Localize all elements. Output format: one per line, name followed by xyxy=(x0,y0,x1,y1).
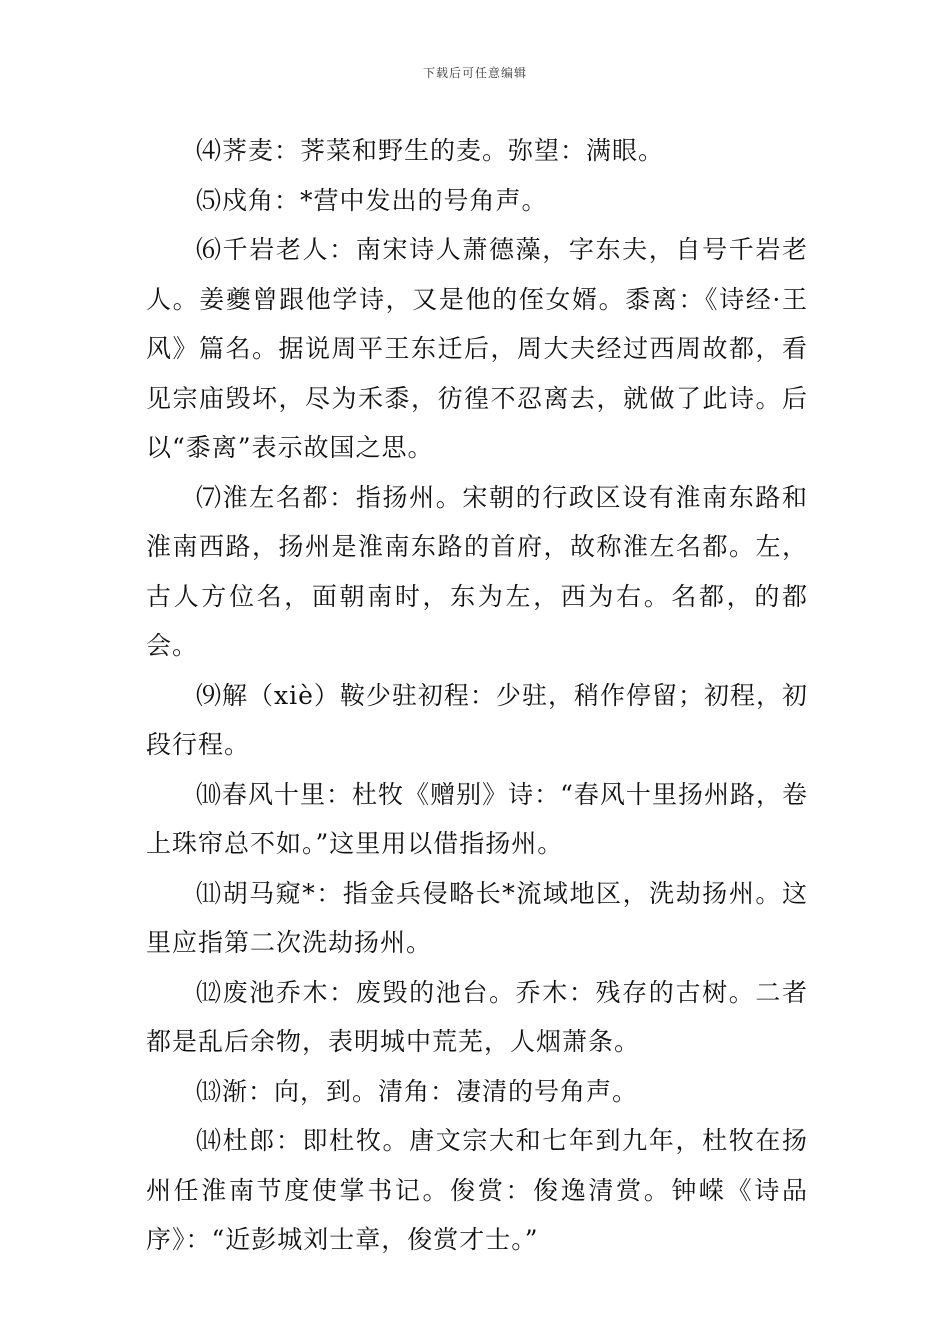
note-paragraph: ⑷荠麦：荠菜和野生的麦。弥望：满眼。 xyxy=(196,136,665,165)
note-paragraph: ⑿废池乔木：废毁的池台。乔木：残存的古树。二者都是乱后余物，表明城中荒芜，人烟萧条。 xyxy=(146,977,808,1056)
document-body xyxy=(146,126,808,1265)
note-paragraph: ⒀渐：向，到。清角：凄清的号角声。 xyxy=(196,1076,639,1106)
note-paragraph: ⑸戍角：*营中发出的号角声。 xyxy=(196,185,548,215)
note-paragraph: ⑹千岩老人：南宋诗人萧德藻，字东夫，自号千岩老人。姜夔曾跟他学诗，又是他的侄女婿。黍离：《诗经·王风》篇名。据说周平王东迁后，周大夫经过西周故都，看见宗庙毁坏，尽为禾黍，彷徨不忍离去，就做了此诗。后以“黍离”表示故国之思。 xyxy=(146,235,808,462)
note-paragraph: ⑽春风十里：杜牧《赠别》诗：“春风十里扬州路，卷上珠帘总不如。”这里用以借指扬州。 xyxy=(146,779,808,858)
note-paragraph: ⑾胡马窥*：指金兵侵略长*流域地区，洗劫扬州。这里应指第二次洗劫扬州。 xyxy=(146,878,808,957)
note-paragraph: ⑺淮左名都：指扬州。宋朝的行政区设有淮南东路和淮南西路，扬州是淮南东路的首府，故称淮左名都。左，古人方位名，面朝南时，东为左，西为右。名都，的都会。 xyxy=(146,482,808,660)
note-paragraph: ⑼解（xiè）鞍少驻初程：少驻，稍作停留；初程，初段行程。 xyxy=(146,680,808,759)
page-header: 下载后可任意编辑 xyxy=(422,66,527,80)
note-paragraph: ⒁杜郎：即杜牧。唐文宗大和七年到九年，杜牧在扬州任淮南节度使掌书记。俊赏：俊逸清赏。钟嵘《诗品序》：“近彭城刘士章，俊赏才士。” xyxy=(146,1126,808,1254)
